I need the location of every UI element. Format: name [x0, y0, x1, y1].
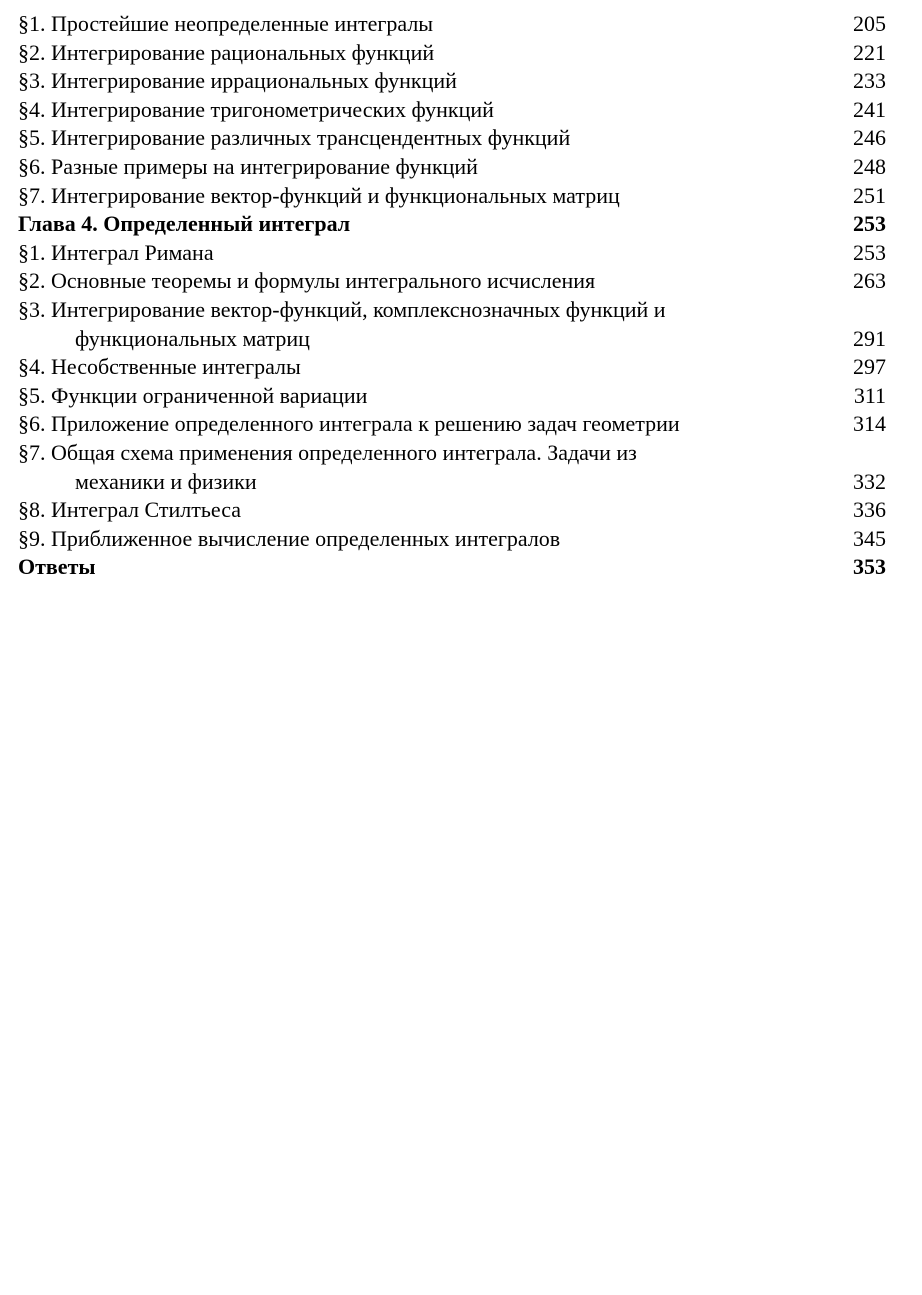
toc-entry-page-number: 221	[853, 39, 886, 65]
toc-entry-title-line: §5. Функции ограниченной вариации	[18, 382, 368, 408]
toc-entry-title-continuation: механики и физики	[75, 468, 257, 494]
toc-entry-title	[18, 353, 833, 382]
toc-section-entry	[18, 182, 886, 211]
toc-section-entry	[18, 153, 886, 182]
toc-entry-title	[18, 525, 833, 554]
toc-entry-title-line: §2. Основные теоремы и формулы интегрального исчисления	[18, 268, 596, 294]
toc-section-entry	[18, 382, 886, 411]
toc-entry-page-number: 248	[853, 153, 886, 179]
toc-entry-title-line: §1. Простейшие неопределенные интегралы	[18, 11, 434, 36]
toc-section-entry	[18, 267, 886, 296]
toc-entry-title	[18, 553, 833, 582]
toc-entry-page-number: 291	[853, 325, 886, 351]
toc-entry-page-number: 297	[853, 354, 886, 380]
table-of-contents	[18, 10, 886, 582]
toc-section-entry	[18, 67, 886, 96]
toc-entry-page-number: 345	[853, 525, 886, 551]
toc-entry-page-number: 253	[853, 211, 886, 237]
toc-entry-page-number: 336	[853, 497, 886, 523]
toc-entry-page-number: 246	[853, 125, 886, 151]
toc-entry-title-line: Ответы	[18, 554, 96, 580]
toc-entry-title-line: §6. Разные примеры на интегрирование функций	[18, 153, 478, 179]
toc-entry-page-number: 241	[853, 96, 886, 122]
toc-entry-title	[18, 410, 833, 439]
toc-entry-title	[18, 10, 833, 39]
toc-section-entry	[18, 296, 886, 353]
toc-entry-page-number: 311	[853, 382, 886, 408]
toc-section-entry	[18, 39, 886, 68]
toc-entry-title	[18, 182, 833, 211]
toc-entry-title	[18, 496, 833, 525]
toc-entry-title	[18, 439, 833, 496]
toc-entry-title-line: §5. Интегрирование различных трансцендентных функций	[18, 125, 571, 151]
toc-entry-title	[18, 267, 833, 296]
toc-chapter-entry	[18, 210, 886, 239]
toc-entry-title-line: §4. Несобственные интегралы	[18, 354, 301, 380]
toc-entry-title-line: Глава 4. Определенный интеграл	[18, 211, 351, 237]
toc-entry-title-line: §7. Общая схема применения определенного интеграла. Задачи из	[18, 439, 637, 465]
toc-section-entry	[18, 410, 886, 439]
toc-entry-title	[18, 96, 833, 125]
toc-entry-title-line: §9. Приближенное вычисление определенных интегралов	[18, 525, 561, 551]
toc-entry-title-line: §3. Интегрирование вектор-функций, комплекснозначных функций и	[18, 296, 666, 322]
toc-entry-page-number: 205	[853, 11, 886, 36]
toc-entry-title-line: §6. Приложение определенного интеграла к решению задач геометрии	[18, 411, 680, 437]
toc-entry-title	[18, 382, 834, 411]
toc-entry-title-line: §8. Интеграл Стилтьеса	[18, 497, 242, 523]
toc-section-entry	[18, 439, 886, 496]
toc-entry-title-line: §7. Интегрирование вектор-функций и функциональных матриц	[18, 182, 620, 208]
toc-section-entry	[18, 239, 886, 268]
toc-chapter-entry	[18, 553, 886, 582]
toc-entry-page-number: 253	[853, 239, 886, 265]
toc-entry-page-number: 233	[853, 68, 886, 94]
toc-entry-title	[18, 153, 833, 182]
toc-entry-page-number: 314	[853, 411, 886, 437]
toc-entry-page-number: 251	[853, 182, 886, 208]
toc-entry-title-continuation: функциональных матриц	[75, 325, 310, 351]
toc-entry-page-number: 263	[853, 268, 886, 294]
toc-entry-title	[18, 124, 833, 153]
toc-section-entry	[18, 353, 886, 382]
toc-entry-title-line: §2. Интегрирование рациональных функций	[18, 39, 435, 65]
toc-entry-title	[18, 39, 833, 68]
toc-entry-title	[18, 239, 833, 268]
toc-section-entry	[18, 124, 886, 153]
toc-entry-title-line: §3. Интегрирование иррациональных функций	[18, 68, 457, 94]
toc-section-entry	[18, 525, 886, 554]
toc-entry-title	[18, 210, 833, 239]
toc-entry-title-line: §1. Интеграл Римана	[18, 239, 214, 265]
toc-entry-title	[18, 67, 833, 96]
toc-section-entry	[18, 96, 886, 125]
toc-entry-title	[18, 296, 833, 353]
toc-section-entry	[18, 496, 886, 525]
toc-entry-page-number: 353	[853, 554, 886, 580]
toc-section-entry	[18, 10, 886, 39]
toc-entry-page-number: 332	[853, 468, 886, 494]
toc-entry-title-line: §4. Интегрирование тригонометрических функций	[18, 96, 494, 122]
